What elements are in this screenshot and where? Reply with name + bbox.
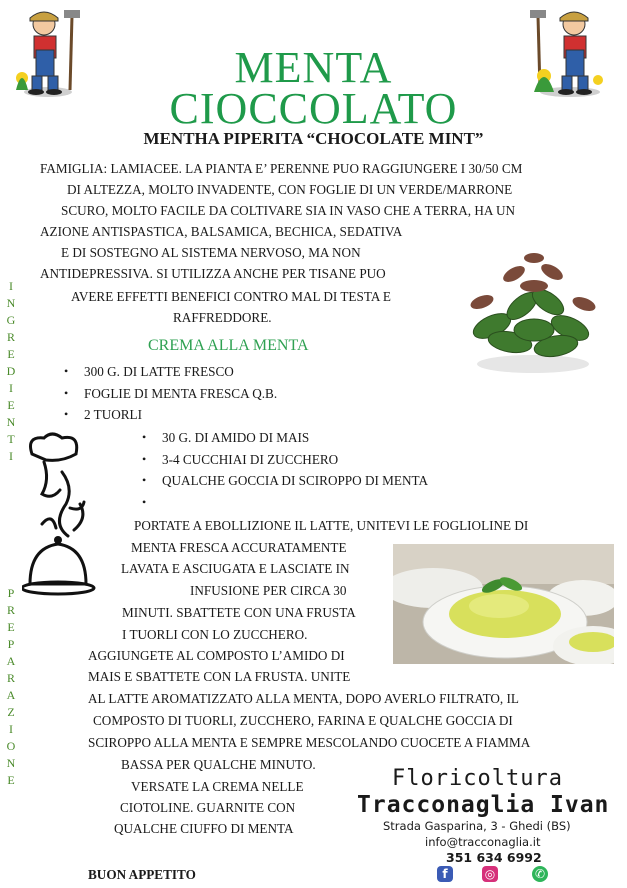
- shop-address: Strada Gasparina, 3 - Ghedi (BS): [383, 819, 571, 833]
- preparation-line: MAIS E SBATTETE CON LA FRUSTA. UNITE: [88, 669, 351, 684]
- preparation-line: SCIROPPO ALLA MENTA E SEMPRE MESCOLANDO CUOCETE A FIAMMA: [88, 735, 531, 750]
- mint-plant-image: [452, 246, 614, 374]
- list-item: • FOGLIE DI MENTA FRESCA Q.B.: [64, 383, 277, 405]
- whatsapp-icon[interactable]: ✆: [532, 866, 548, 882]
- description-line: DI ALTEZZA, MOLTO INVADENTE, CON FOGLIE DI UN VERDE/MARRONE: [67, 182, 513, 197]
- recipe-title: CREMA ALLA MENTA: [148, 337, 309, 354]
- preparation-line: MENTA FRESCA ACCURATAMENTE: [131, 540, 347, 555]
- shop-email: info@tracconaglia.it: [425, 835, 541, 849]
- instagram-icon[interactable]: ◎: [482, 866, 498, 882]
- preparation-line: BASSA PER QUALCHE MINUTO.: [121, 757, 316, 772]
- preparation-line: I TUORLI CON LO ZUCCHERO.: [122, 627, 308, 642]
- chef-illustration: [22, 432, 100, 600]
- side-label-ingredienti-text: INGREDIENTI: [6, 279, 16, 463]
- title-line-2: CIOCCOLATO: [169, 84, 458, 133]
- list-item: • 2 TUORLI: [64, 404, 277, 426]
- list-item: • QUALCHE GOCCIA DI SCIROPPO DI MENTA: [142, 470, 428, 492]
- preparation-line: MINUTI. SBATTETE CON UNA FRUSTA: [122, 605, 356, 620]
- side-label-preparazione: [4, 585, 18, 789]
- shop-name-line-2: Tracconaglia Ivan: [357, 792, 610, 818]
- list-item: • 300 G. DI LATTE FRESCO: [64, 361, 277, 383]
- list-item: • 3-4 CUCCHIAI DI ZUCCHERO: [142, 449, 428, 471]
- preparation-line: PORTATE A EBOLLIZIONE IL LATTE, UNITEVI LE FOGLIOLINE DI: [134, 518, 529, 533]
- closing-text: BUON APPETITO: [88, 867, 196, 882]
- preparation-line: LAVATA E ASCIUGATA E LASCIATE IN: [121, 561, 350, 576]
- ingredients-list-secondary: [142, 427, 428, 492]
- description-line: SCURO, MOLTO FACILE DA COLTIVARE SIA IN VASO CHE A TERRA, HA UN: [61, 203, 516, 218]
- facebook-icon[interactable]: f: [437, 866, 453, 882]
- preparation-line: AL LATTE AROMATIZZATO ALLA MENTA, DOPO AVERLO FILTRATO, IL: [88, 691, 519, 706]
- side-label-preparazione-text: PREPARAZIONE: [6, 586, 16, 787]
- ingredients-list-primary: [64, 361, 277, 426]
- title-line-1: MENTA: [234, 43, 393, 92]
- preparation-line: COMPOSTO DI TUORLI, ZUCCHERO, FARINA E QUALCHE GOCCIA DI: [93, 713, 513, 728]
- preparation-line: AGGIUNGETE AL COMPOSTO L’AMIDO DI: [88, 648, 345, 663]
- shop-name-line-1: Floricoltura: [392, 766, 563, 791]
- shop-phone: 351 634 6992: [446, 850, 542, 865]
- description-line: E DI SOSTEGNO AL SISTEMA NERVOSO, MA NON: [61, 245, 361, 260]
- subtitle: MENTHA PIPERITA “CHOCOLATE MINT”: [143, 129, 484, 148]
- preparation-line: CIOTOLINE. GUARNITE CON: [120, 800, 296, 815]
- description-line: FAMIGLIA: LAMIACEE. LA PIANTA E’ PERENNE PUO RAGGIUNGERE I 30/50 CM: [40, 161, 523, 176]
- list-item: • 30 G. DI AMIDO DI MAIS: [142, 427, 428, 449]
- preparation-line: INFUSIONE PER CIRCA 30: [190, 583, 347, 598]
- description-line: ANTIDEPRESSIVA. SI UTILIZZA ANCHE PER TISANE PUO: [40, 266, 386, 281]
- mint-cream-image: [393, 544, 614, 664]
- preparation-line: VERSATE LA CREMA NELLE: [131, 779, 304, 794]
- side-label-ingredienti: [4, 278, 18, 465]
- preparation-line: QUALCHE CIUFFO DI MENTA: [114, 821, 294, 836]
- description-line: AVERE EFFETTI BENEFICI CONTRO MAL DI TESTA E: [71, 289, 391, 304]
- description-line: RAFFREDDORE.: [173, 310, 272, 325]
- description-line: AZIONE ANTISPASTICA, BALSAMICA, BECHICA, SEDATIVA: [40, 224, 403, 239]
